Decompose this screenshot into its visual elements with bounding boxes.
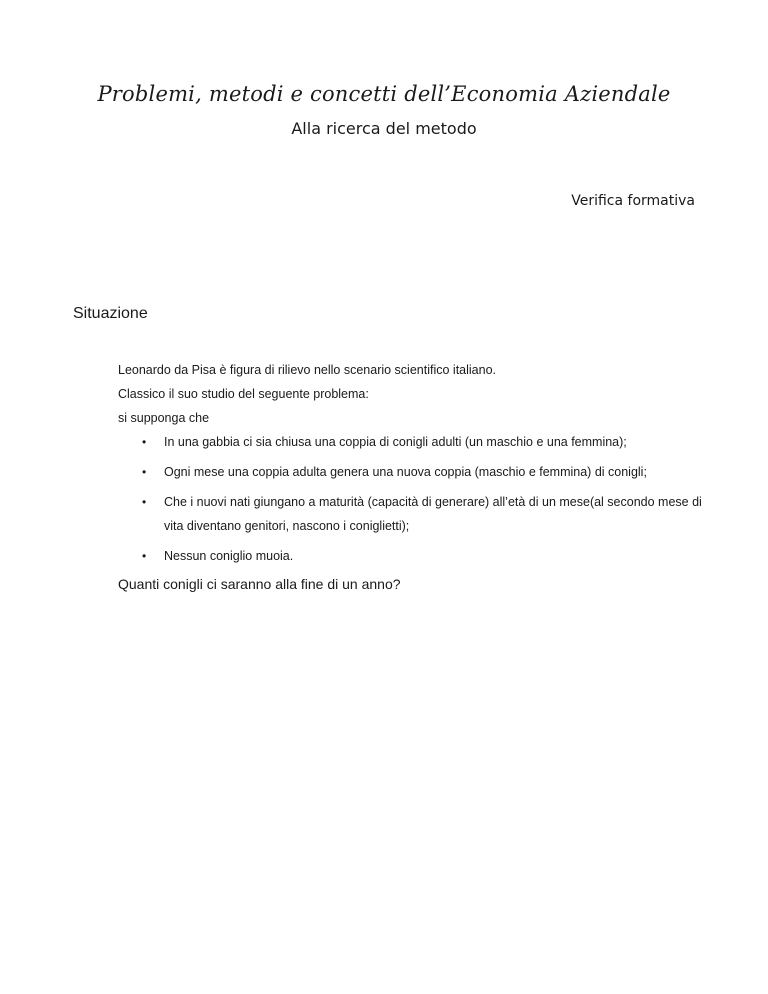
bullet-icon: •	[142, 465, 147, 479]
document-title: Problemi, metodi e concetti dell’Economia Aziendale	[97, 82, 671, 106]
intro-line: si supponga che	[118, 411, 210, 425]
list-item	[118, 460, 708, 484]
list-item	[118, 544, 708, 568]
bullet-icon: •	[142, 435, 147, 449]
intro-text	[118, 358, 708, 430]
list-item-text: Che i nuovi nati giungano a maturità (capacità di generare) all’età di un mese(al secondo mese di vita diventano genitori, nascono i coniglietti);	[164, 495, 702, 533]
section-heading: Situazione	[73, 305, 148, 322]
document-tag: Verifica formativa	[571, 193, 695, 209]
list-item	[118, 430, 708, 454]
list-item	[118, 490, 708, 538]
bullet-list	[118, 430, 708, 568]
question-text: Quanti conigli ci saranno alla fine di un anno?	[118, 576, 401, 592]
list-item-text: In una gabbia ci sia chiusa una coppia di conigli adulti (un maschio e una femmina);	[164, 435, 627, 449]
bullet-icon: •	[142, 495, 147, 509]
intro-line: Leonardo da Pisa è figura di rilievo nello scenario scientifico italiano.	[118, 363, 496, 377]
list-item-text: Ogni mese una coppia adulta genera una nuova coppia (maschio e femmina) di conigli;	[164, 465, 647, 479]
intro-line: Classico il suo studio del seguente problema:	[118, 387, 369, 401]
list-item-text: Nessun coniglio muoia.	[164, 549, 294, 563]
bullet-icon: •	[142, 549, 147, 563]
document-subtitle: Alla ricerca del metodo	[291, 119, 477, 138]
